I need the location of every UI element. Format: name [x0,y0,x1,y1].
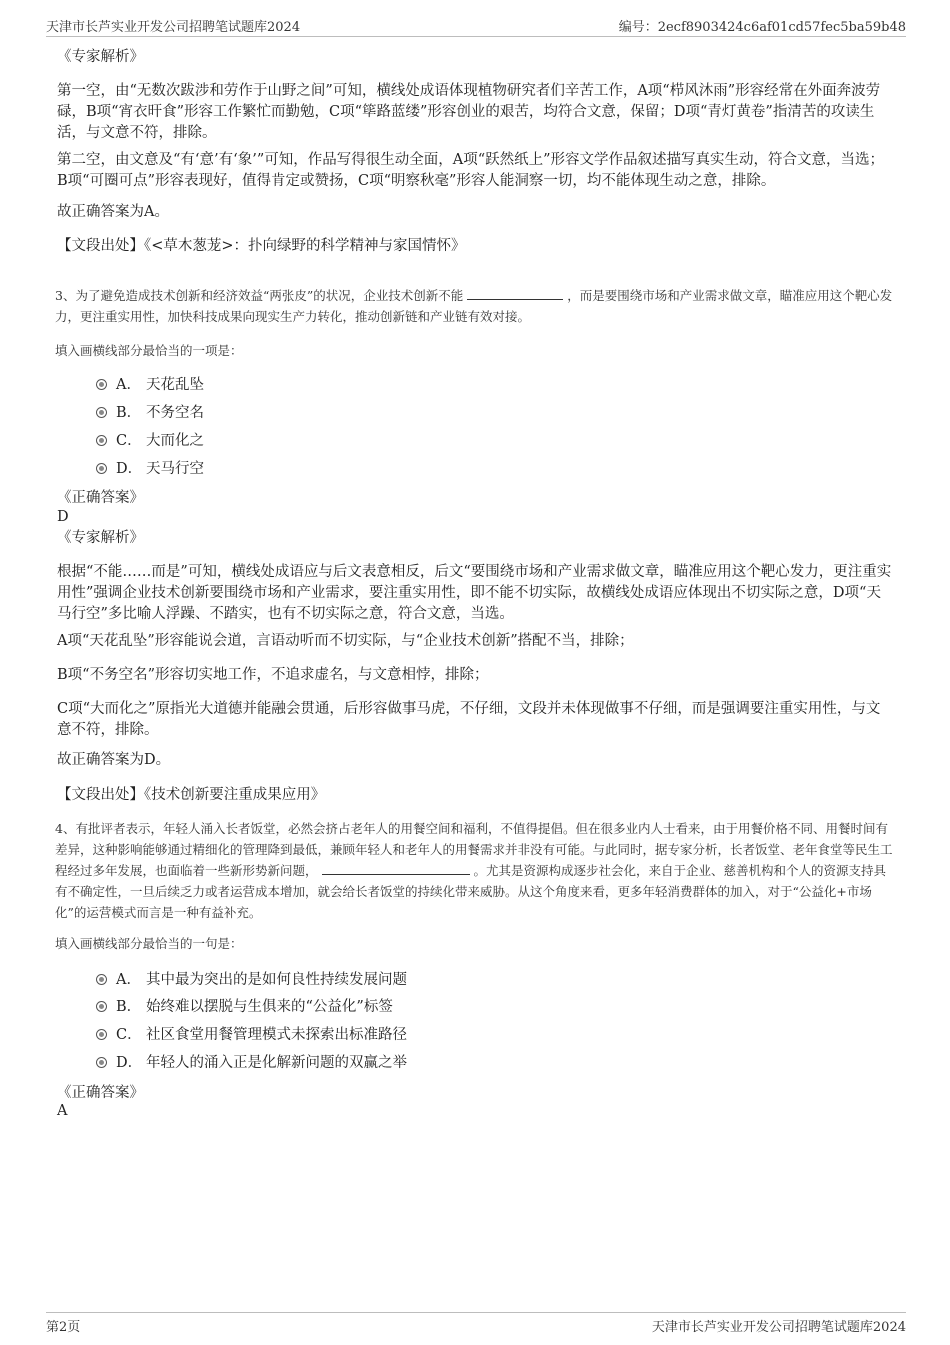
option-letter: D． [116,461,143,477]
radio-icon[interactable] [96,1001,107,1012]
analysis-label: 《专家解析》 [57,530,144,546]
option-b[interactable] [96,997,393,1017]
analysis-label: 《专家解析》 [57,49,144,65]
radio-icon[interactable] [96,974,107,985]
analysis-paragraph: 第二空，由文意及“有‘意’有‘象’”可知，作品写得很生动全面，A项“跃然纸上”形容文学作品叙述描写真实生动，符合文意，当选；B项“可圈可点”形容表现好，值得肯定或赞扬，C项“明察秋毫”形容人能洞察一切，均不能体现生动之意，排除。 [57,152,885,189]
analysis-paragraph: C项“大而化之”原指光大道德并能融会贯通，后形容做事马虎，不仔细，文段并未体现做事不仔细，而是强调要注重实用性，与文意不符，排除。 [57,701,881,738]
radio-icon[interactable] [96,463,107,474]
option-c[interactable] [96,1025,407,1045]
radio-icon[interactable] [96,407,107,418]
header-title: 天津市长芦实业开发公司招聘笔试题库2024 [46,20,301,35]
question-prompt: 填入画横线部分最恰当的一句是： [55,936,243,951]
option-text: 天马行空 [146,461,204,477]
radio-icon[interactable] [96,1029,107,1040]
fill-blank [467,287,563,300]
option-letter: C． [116,1027,142,1043]
option-text: 年轻人的涌入正是化解新问题的双赢之举 [146,1055,407,1071]
radio-icon[interactable] [96,435,107,446]
option-d[interactable] [96,459,204,479]
correct-answer: D [57,509,69,525]
question-text-before: 3、为了避免造成技术创新和经济效益“两张皮”的状况，企业技术创新不能 [55,288,464,303]
option-letter: D． [116,1055,143,1071]
option-a[interactable] [96,970,407,990]
answer-label: 《正确答案》 [57,490,144,506]
conclusion: 故正确答案为A。 [57,204,169,220]
option-text: 天花乱坠 [146,377,204,393]
question-prompt: 填入画横线部分最恰当的一项是： [55,343,243,358]
question-3-text [55,285,895,327]
analysis-paragraph: 第一空，由“无数次跋涉和劳作于山野之间”可知，横线处成语体现植物研究者们辛苦工作，A项“栉风沐雨”形容经常在外面奔波劳碌，B项“宵衣旰食”形容工作繁忙而勤勉，C项“筚路蓝缕”形容创业的艰苦，均符合文意，保留；D项“青灯黄卷”指清苦的攻读生活，与文意不符，排除。 [57,83,881,141]
option-text: 始终难以摆脱与生俱来的“公益化”标签 [146,999,393,1015]
radio-icon[interactable] [96,379,107,390]
question-text-after: 。尤其是资源构成逐步社会化，来自于企业、慈善机构和个人的资源支持具有不确定性，一旦后续乏力或者运营成本增加，就会给长者饭堂的持续化带来威胁。从这个角度来看，更多年轻消费群体的加入，对于“公益化+市场化”的运营模式而言是一种有益补充。 [55,863,886,920]
option-text: 不务空名 [146,405,204,421]
option-d[interactable] [96,1053,407,1073]
question-text-before: 4、有批评者表示，年轻人涌入长者饭堂，必然会挤占老年人的用餐空间和福利，不值得提倡。但在很多业内人士看来，由于用餐价格不同、用餐时间有差异，这种影响能够通过精细化的管理降到最低，兼顾年轻人和老年人的用餐需求并非没有可能。与此同时，据专家分析，长者饭堂、老年食堂等民生工程经过多年发展，也面临着一些新形势新问题， [55,821,893,878]
option-letter: A． [116,972,141,988]
source-citation: 【文段出处】《技术创新要注重成果应用》 [57,787,326,803]
option-b[interactable] [96,403,204,423]
conclusion: 故正确答案为D。 [57,752,171,768]
option-text: 社区食堂用餐管理模式未探索出标准路径 [146,1027,407,1043]
option-a[interactable] [96,375,204,395]
option-letter: C． [116,433,142,449]
analysis-paragraph: 根据“不能……而是”可知，横线处成语应与后文表意相反，后文“要围绕市场和产业需求做文章，瞄准应用这个靶心发力，更注重实用性”强调企业技术创新要围绕市场和产业需求，要注重实用性，即不能不切实际，故横线处成语应体现出不切实际之意，D项“天马行空”多比喻人浮躁、不踏实，也有不切实际之意，符合文意，当选。 [57,564,892,622]
option-c[interactable] [96,431,204,451]
option-text: 大而化之 [146,433,204,449]
document-id: 编号：2ecf8903424c6af01cd57fec5ba59b48 [618,20,906,35]
answer-label: 《正确答案》 [57,1085,144,1101]
analysis-paragraph: B项“不务空名”形容切实地工作，不追求虚名，与文意相悖，排除； [57,667,489,683]
footer-title: 天津市长芦实业开发公司招聘笔试题库2024 [651,1320,906,1335]
radio-icon[interactable] [96,1057,107,1068]
correct-answer: A [57,1103,68,1119]
fill-blank [322,862,470,875]
source-citation: 【文段出处】《<草木葱茏>：扑向绿野的科学精神与家国情怀》 [57,238,466,254]
option-letter: A． [116,377,141,393]
question-4-text [55,818,895,923]
analysis-paragraph: A项“天花乱坠”形容能说会道，言语动听而不切实际，与“企业技术创新”搭配不当，排除； [57,633,634,649]
option-letter: B． [116,405,142,421]
page-header [46,14,906,37]
option-text: 其中最为突出的是如何良性持续发展问题 [146,972,407,988]
page-footer [46,1312,906,1333]
option-letter: B． [116,999,142,1015]
page-number: 第2页 [46,1320,81,1335]
question-text-after: ，而是要围绕市场和产业需求做文章，瞄准应用这个靶心发力，更注重实用性，加快科技成果向现实生产力转化，推动创新链和产业链有效对接。 [55,288,893,324]
